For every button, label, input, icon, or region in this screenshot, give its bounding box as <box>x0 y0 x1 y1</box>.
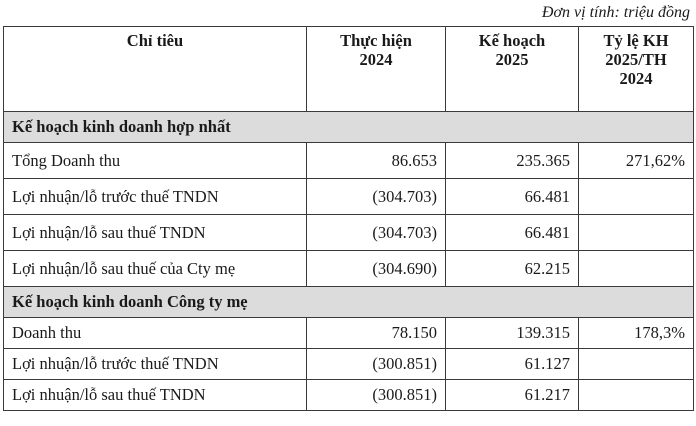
cell-plan: 62.215 <box>446 251 579 287</box>
cell-actual: 86.653 <box>307 143 446 179</box>
row-label: Lợi nhuận/lỗ trước thuế TNDN <box>4 349 307 380</box>
cell-actual: 78.150 <box>307 318 446 349</box>
cell-plan: 66.481 <box>446 215 579 251</box>
unit-note: Đơn vị tính: triệu đồng <box>541 4 690 21</box>
section-title: Kế hoạch kinh doanh Công ty mẹ <box>4 287 694 318</box>
table-row <box>4 143 694 179</box>
business-plan-table <box>3 26 694 411</box>
cell-ratio <box>579 179 694 215</box>
cell-actual: (300.851) <box>307 349 446 380</box>
table-row <box>4 318 694 349</box>
table-row <box>4 251 694 287</box>
cell-ratio: 271,62% <box>579 143 694 179</box>
header-indicator: Chỉ tiêu <box>4 27 307 112</box>
row-label: Doanh thu <box>4 318 307 349</box>
cell-ratio <box>579 380 694 411</box>
section-row-consolidated <box>4 112 694 143</box>
header-plan-2025: Kế hoạch 2025 <box>446 27 579 112</box>
table-row <box>4 380 694 411</box>
section-title: Kế hoạch kinh doanh hợp nhất <box>4 112 694 143</box>
row-label: Lợi nhuận/lỗ sau thuế của Cty mẹ <box>4 251 307 287</box>
cell-plan: 235.365 <box>446 143 579 179</box>
header-actual-2024: Thực hiện 2024 <box>307 27 446 112</box>
cell-plan: 139.315 <box>446 318 579 349</box>
table-row <box>4 179 694 215</box>
cell-actual: (304.703) <box>307 179 446 215</box>
cell-plan: 66.481 <box>446 179 579 215</box>
cell-actual: (304.703) <box>307 215 446 251</box>
table-row <box>4 215 694 251</box>
row-label: Tổng Doanh thu <box>4 143 307 179</box>
row-label: Lợi nhuận/lỗ sau thuế TNDN <box>4 380 307 411</box>
cell-ratio <box>579 349 694 380</box>
table-row <box>4 349 694 380</box>
row-label: Lợi nhuận/lỗ sau thuế TNDN <box>4 215 307 251</box>
cell-actual: (300.851) <box>307 380 446 411</box>
row-label: Lợi nhuận/lỗ trước thuế TNDN <box>4 179 307 215</box>
cell-ratio <box>579 215 694 251</box>
cell-plan: 61.127 <box>446 349 579 380</box>
table-header-row <box>4 27 694 112</box>
cell-ratio: 178,3% <box>579 318 694 349</box>
header-ratio: Tỷ lệ KH 2025/TH 2024 <box>579 27 694 112</box>
cell-plan: 61.217 <box>446 380 579 411</box>
cell-actual: (304.690) <box>307 251 446 287</box>
cell-ratio <box>579 251 694 287</box>
section-row-parent-company <box>4 287 694 318</box>
